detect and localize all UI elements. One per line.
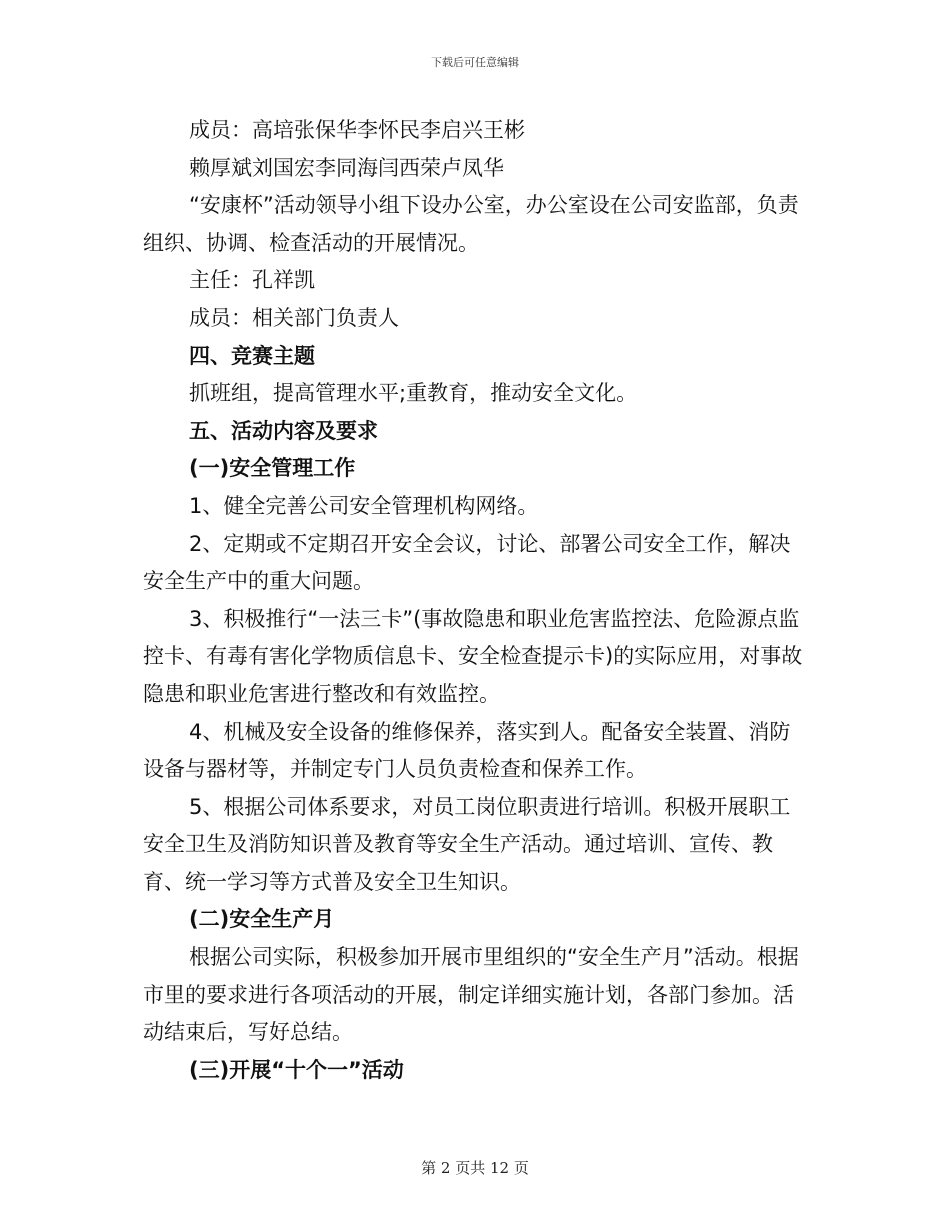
section-heading-content: 五、活动内容及要求	[189, 418, 378, 443]
list-item-4: 4、机械及安全设备的维修保养，落实到人。配备安全装置、消防设备与器材等，并制定专门人员负责检查和保养工作。	[143, 719, 791, 782]
list-item-2: 2、定期或不定期召开安全会议，讨论、部署公司安全工作，解决安全生产中的重大问题。	[143, 531, 791, 594]
paragraph-members-1: 成员：高培张保华李怀民李启兴王彬	[189, 118, 525, 142]
list-item-3: 3、积极推行“一法三卡”(事故隐患和职业危害监控法、危险源点监控卡、有毒有害化学物质信息卡、安全检查提示卡)的实际应用，对事故隐患和职业危害进行整改和有效监控。	[143, 606, 803, 706]
paragraph-office-members: 成员：相关部门负责人	[189, 305, 399, 330]
page-footer: 第 2 页共 12 页	[421, 1159, 529, 1177]
document-body	[143, 112, 808, 1089]
paragraph-office: “安康杯”活动领导小组下设办公室，办公室设在公司安监部，负责组织、协调、检查活动的开展情况。	[143, 193, 799, 255]
paragraph-members-2: 赖厚斌刘国宏李同海闫西荣卢凤华	[189, 155, 504, 180]
paragraph-theme: 抓班组，提高管理水平;重教育，推动安全文化。	[189, 381, 638, 406]
paragraph-safety-month: 根据公司实际，积极参加开展市里组织的“安全生产月”活动。根据市里的要求进行各项活动的开展，制定详细实施计划，各部门参加。活动结束后，写好总结。	[143, 945, 799, 1045]
paragraph-director: 主任：孔祥凯	[189, 268, 315, 293]
list-item-1: 1、健全完善公司安全管理机构网络。	[189, 493, 539, 518]
subsection-heading-safety-management: (一)安全管理工作	[189, 456, 356, 481]
subsection-heading-ten-ones: (三)开展“十个一”活动	[189, 1057, 404, 1082]
section-heading-theme: 四、竞赛主题	[189, 343, 315, 368]
subsection-heading-safety-month: (二)安全生产月	[189, 907, 335, 932]
page-header: 下载后可任意编辑	[431, 56, 519, 69]
list-item-5: 5、根据公司体系要求，对员工岗位职责进行培训。积极开展职工安全卫生及消防知识普及教育等安全生产活动。通过培训、宣传、教育、统一学习等方式普及安全卫生知识。	[143, 794, 791, 894]
